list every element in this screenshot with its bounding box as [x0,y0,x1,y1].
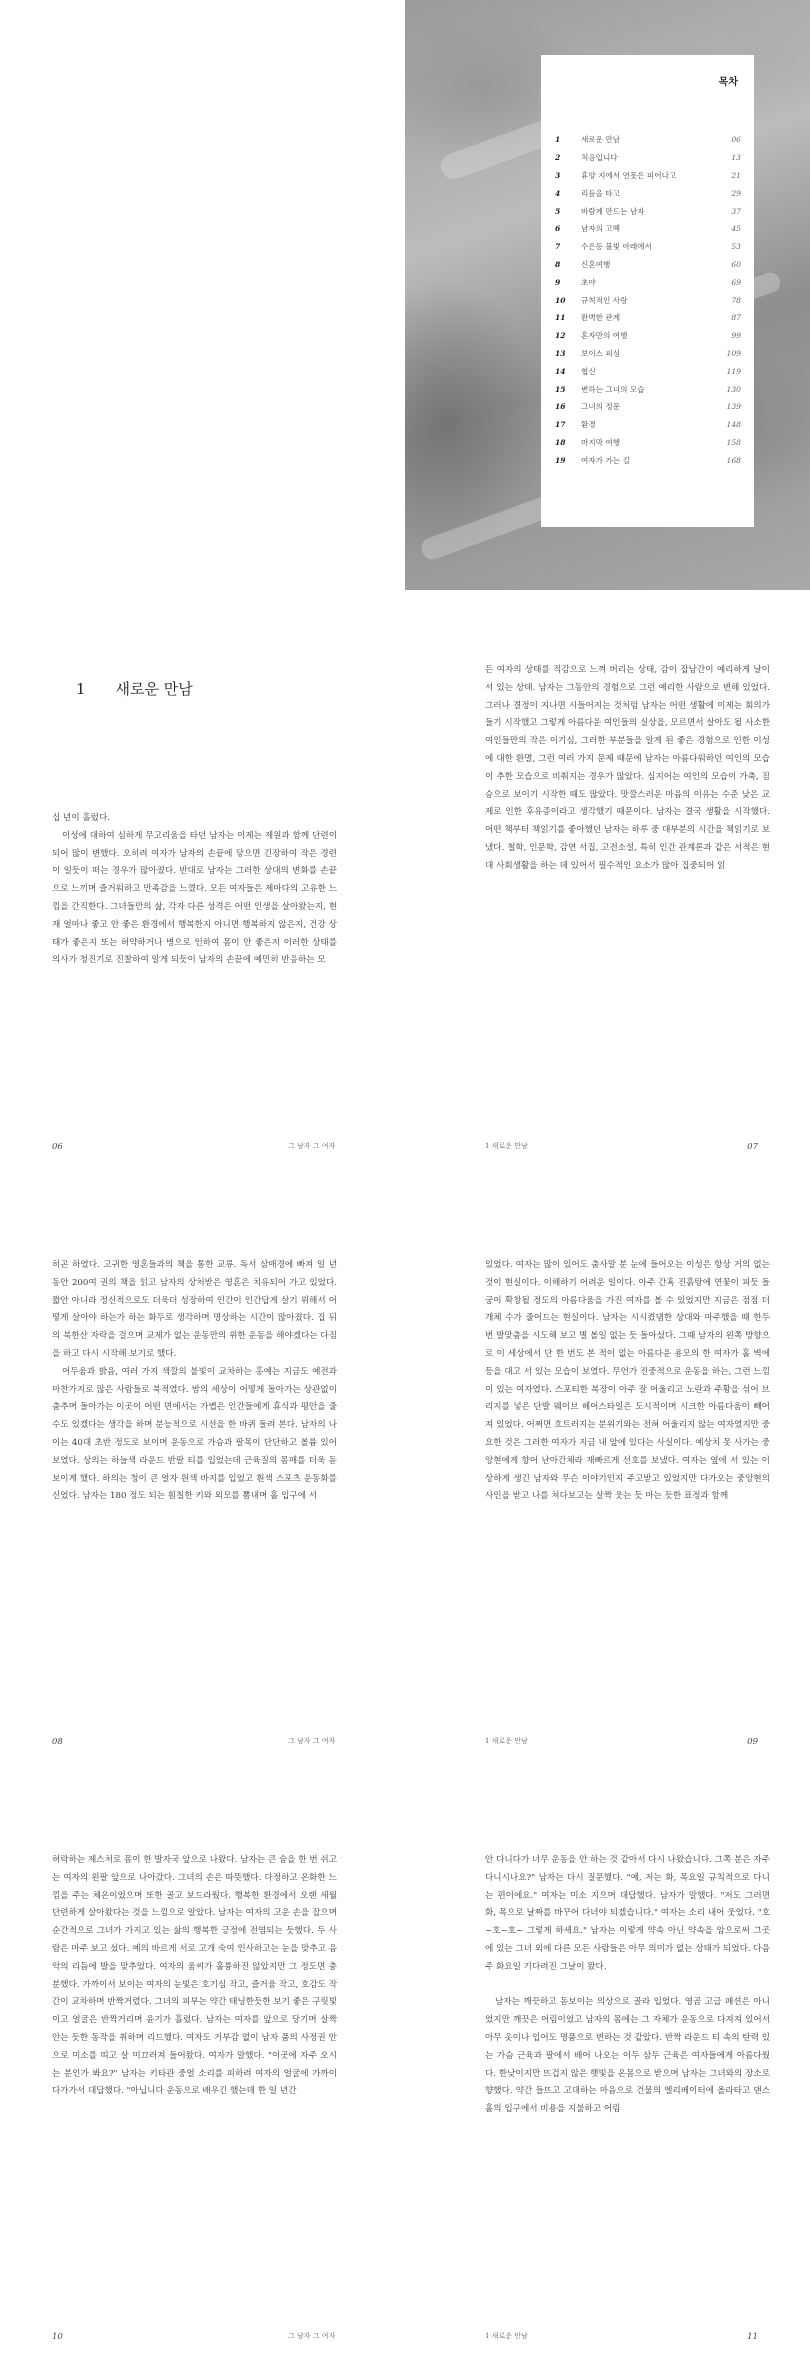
blank-page [0,0,405,590]
toc-item-number: 14 [555,366,566,376]
toc-item-page: 130 [726,384,741,394]
toc-item[interactable] [555,416,741,434]
paragraph: 이성에 대하여 심하게 무고리움을 타던 남자는 이제는 제원과 함께 단련이 되어 많이 변했다. 오히려 여자가 남자의 손끝에 닿으면 긴장하여 작은 경련이 일듯이 떠는 경우가 많아졌다. 반대로 남자는 그러한 상대의 변화를 손끝으로 느끼며 즐거워하고 만족감을 느꼈다. 모든 여자들은 제마다의 고유한 느낌을 간직한다. 그녀들만의 삶, 각자 다른 성격은 어떤 인생을 살아왔는지, 현재 얼마나 좋고 안 좋은 환경에서 행복한지 아니면 행복하지 않은지, 건강 상태가 좋은지 또는 허약하거나 병으로 인하여 몸이 안 좋은지 이러한 상태를 의사가 청진기로 진찰하여 알게 되듯이 남자의 손끝에 예민히 반응하는 모 [52,830,337,966]
toc-item[interactable] [555,184,741,202]
toc-item-label: 휴양 지에서 연못은 피어나고 [581,170,677,180]
toc-item-page: 13 [731,153,741,163]
page-number: 10 [52,2332,63,2342]
body-text [485,1257,770,1506]
toc-card [541,55,754,527]
toc-item-label: 새로운 만남 [581,135,621,145]
toc-item-number: 10 [555,295,566,305]
toc-item-page: 60 [731,259,741,269]
toc-page-background-art [405,0,810,590]
toc-item[interactable] [555,256,741,274]
toc-item-label: 처음입니다 [581,153,618,163]
page-number: 09 [747,1737,758,1747]
toc-item-page: 29 [731,188,741,198]
toc-item[interactable] [555,291,741,309]
body-text [52,810,337,970]
toc-item-number: 8 [555,259,561,269]
toc-item[interactable] [555,398,741,416]
running-footer: 그 남자 그 여자 [288,1737,336,1745]
toc-item-number: 12 [555,331,566,341]
toc-item-number: 1 [555,135,561,145]
body-text [485,662,770,876]
chapter-number: 1 [76,680,86,698]
toc-item[interactable] [555,345,741,363]
body-text [52,1852,337,2101]
toc-item[interactable] [555,451,741,469]
toc-item-page: 168 [726,455,741,465]
page-07 [405,600,810,1190]
page-number: 11 [747,2332,758,2342]
toc-item-label: 신혼여행 [581,259,611,269]
toc-item-page: 78 [731,295,741,305]
toc-item-number: 11 [555,313,566,323]
toc-item-page: 158 [726,437,741,447]
toc-item-label: 규칙적인 사랑 [581,295,628,305]
spread-4 [0,1790,810,2380]
toc-item-number: 7 [555,242,561,252]
toc-item-page: 99 [731,331,741,341]
toc-item-label: 변하는 그녀의 모습 [581,384,645,394]
running-footer: 1 새로운 만남 [485,1737,528,1745]
page-number: 08 [52,1737,63,1747]
toc-item-label: 리듬을 타고 [581,188,621,198]
toc-item[interactable] [555,238,741,256]
toc-item[interactable] [555,149,741,167]
page-06 [0,600,405,1190]
page-10 [0,1790,405,2380]
toc-item-page: 53 [731,242,741,252]
toc-item-label: 수은등 불빛 아래에서 [581,242,652,252]
spread-2 [0,600,810,1190]
toc-item-page: 69 [731,277,741,287]
toc-item[interactable] [555,131,741,149]
page-08 [0,1195,405,1785]
toc-item[interactable] [555,327,741,345]
spread-1 [0,0,810,590]
paragraph: 히곤 하였다. 고귀한 영혼들과의 책을 통한 교류. 독서 삼매경에 빠져 일 년 동안 200여 권의 책을 읽고 남자의 상처받은 영혼은 치유되어 가고 있었다. 짧안 아니라 정신적으로도 더욱더 성장하여 인간이 인간답게 살기 위해서 어떻게 살아야 하는가 하는 화두로 생각하며 명상하는 시간이 많아졌다. 집 뒤의 북한산 자락을 걸으며 교제가 없는 운동만의 위한 운동을 해야겠다는 다짐을 하고 다시 시작해 보기로 했다. [52,1260,337,1359]
paragraph: 십 년이 흘렀다. [52,813,111,823]
paragraph: 안 다니다가 너무 운동을 안 하는 것 같아서 다시 나왔습니다. 그쪽 분은 자주 다니시나요?" 남자는 다시 질문했다. "예, 저는 화, 목요일 규칙적으로 다니는 편이에요." 여자는 미소 지으며 대답했다. 남자가 말했다. "저도 그러면 화, 목으로 날짜를 바꾸어 다녀야 되겠습니다." 여자는 소리 내어 웃었다. "호~호~호~ 그렇게 하세요." 남자는 이렇게 약속 아닌 약속을 암으로써 그곳에 있는 그녀 외에 다른 모든 사람들은 아무 의미가 없는 상태가 되었다. 다음 주 화요일 기다려진 그날이 왔다. [485,1855,770,1972]
running-footer: 그 남자 그 여자 [288,2332,336,2340]
toc-item-number: 17 [555,420,566,430]
toc-item-page: 119 [726,366,741,376]
toc-item-page: 109 [726,348,741,358]
running-footer: 그 남자 그 여자 [288,1142,336,1150]
toc-item-page: 21 [731,170,741,180]
toc-item-label: 보이스 피싱 [581,348,621,358]
spread-3 [0,1195,810,1785]
toc-item[interactable] [555,380,741,398]
toc-item-page: 37 [731,206,741,216]
chapter-heading [76,678,193,699]
toc-item-label: 마지막 여행 [581,437,621,447]
toc-item[interactable] [555,309,741,327]
toc-title: 목차 [718,77,738,88]
toc-item-number: 16 [555,402,566,412]
toc-item-page: 45 [731,224,741,234]
running-footer: 1 새로운 만남 [485,1142,528,1150]
toc-item-number: 6 [555,224,561,234]
toc-item-page: 87 [731,313,741,323]
paragraph: 있었다. 여자는 많이 있어도 춤사말 분 눈에 들어오는 이성은 항상 거의 없는 것이 현실이다. 이해하기 어려운 일이다. 아주 간혹 진흙탕에 연꽃이 피듯 돌궁이 확창될 정도의 아름다움을 가진 여자를 볼 수 있었지만 지금은 점점 더 개체 수가 줄어드는 현실이다. 남자는 시시켰댐한 상대와 마주했을 때 한두 번 발맞춤을 시도해 보고 별 볼일 없는 듯 돌아섰다. 그때 남자의 왼쪽 방향으로 이 세상에서 단 한 번도 본 적이 없는 아름다운 용모의 한 여자가 홀 벽에 등을 대고 서 있는 모습이 보였다. 무언가 진중적으로 운동을 하는, 그런 느낌이 있는 여자였다. 스포티한 복장이 아주 잘 어울리고 노란과 주황을 섞어 브리지를 넣은 단발 웨이브 헤어스타일은 도시적이며 시크한 아름다움이 빼어져 있었다. 어쩌면 흐트러지는 분위기와는 전혀 어울리지 않는 여자였지만 중요한 것은 그러한 여자가 지금 내 앞에 있다는 사실이다. 예상치 못 사가는 중앙현에게 향어 난아간채라 재빠르게 선호를 보냈다. 여자는 옆에 서 있는 이상하게 생긴 남자와 무슨 이야기인지 주고받고 있었지만 다가오는 중앙현의 사인을 받고 나를 쳐다보고는 살짝 웃는 듯 마는 듯한 표정과 함께 [485,1260,770,1502]
paragraph: 남자는 깨끗하고 돋보이는 의상으로 골라 입었다. 영곰 고급 패션은 아니었지만 깨끗은 어림이었고 남자의 몸에는 그 자체가 운동으로 다져져 있어서 아무 옷이나 입어도 명품으로 변하는 것 같았다. 반짝 라운드 티 속의 탄력 있는 가슴 근육과 팔에서 배어 나오는 이두 삼두 근육은 여자들에게 아름다웠다. 한낮이지만 뜨겁지 않은 햇빛을 온몸으로 받으며 남자는 그녀와의 장소로 향했다. 약간 들뜨고 고대하는 마음으로 건물의 엘리베이터에 올라타고 댄스홀의 입구에서 비용을 지불하고 어림 [485,1997,770,2115]
toc-item-label: 여자가 가는 길 [581,455,630,465]
toc-item-label: 협신 [581,366,596,376]
toc-item-label: 완벽한 관계 [581,313,621,323]
toc-item-number: 9 [555,277,561,287]
toc-item-number: 4 [555,188,561,198]
toc-item-label: 초야 [581,277,596,287]
toc-item[interactable] [555,202,741,220]
page-11 [405,1790,810,2380]
toc-item-number: 3 [555,170,561,180]
toc-item-page: 06 [731,135,741,145]
toc-item-label: 그녀의 정문 [581,402,621,412]
toc-item[interactable] [555,434,741,452]
toc-item-number: 13 [555,348,566,358]
toc-list [555,131,741,469]
toc-item[interactable] [555,167,741,185]
toc-item-number: 2 [555,153,561,163]
toc-item-label: 혼자만의 여행 [581,331,628,341]
paragraph: 허락하는 제스처로 몸이 한 발자국 앞으로 나왔다. 남자는 큰 숨을 한 번 쉬고는 여자의 왼팔 앞으로 나아갔다. 그녀의 손은 따뜻했다. 다정하고 온화한 느낌을 주는 체온이었으며 또한 골고 보드라웠다. 행복한 환경에서 오랜 세월 단련하게 살아왔다는 것을 느낌으로 알았다. 남자는 여자의 고운 손을 잡으며 순간적으로 그녀가 가지고 있는 삶의 행복한 긍정에 전염되는 듯했다. 두 사람은 마주 보고 섰다. 예의 바르게 서로 고개 숙여 인사하고는 눈을 맞추고 음악의 리듬에 발을 맞추었다. 여자의 움씨가 훌륭하진 않았지만 그 정도면 충분했다. 가까이서 보이는 여자의 눈빛은 호기심 작고, 즐거움 작고, 호감도 작간이 교차하며 반짝거렸다. 그녀의 피부는 약간 태닝한듯한 보기 좋은 구릿빛이고 얼굴은 반짝거리며 윤기가 흘렀다. 남자는 여자를 앞으로 당기며 살짝 안는 듯한 동작을 취하며 리드했다. 여자도 거부감 없이 남자 품의 사정권 안으로 미소를 띠고 살 미끄러져 들어왔다. 여자가 말했다. "이곳에 자주 오시는 분인가 봐요?" 남자는 키타관 중얼 소리를 피하려 여자의 얼굴에 가까이 다가가서 대답했다. "아닙니다 운동으로 배우긴 했는데 한 일 년간 [52,1855,337,2097]
toc-item-number: 19 [555,455,566,465]
toc-item-page: 148 [726,420,741,430]
page-number: 07 [747,1142,758,1152]
page-09 [405,1195,810,1785]
toc-item-label: 바람계 만드는 남자 [581,206,645,216]
toc-item[interactable] [555,220,741,238]
running-footer: 1 새로운 만남 [485,2332,528,2340]
paragraph: 어두움과 밝음, 여러 가지 색깔의 불빛이 교차하는 홍예는 지금도 예전과 마찬가지로 많은 사람들로 북적였다. 밤의 세상이 어떻게 돌아가는 상관없이 춤추며 돌아가는 이곳이 어떤 면에서는 가볍은 인간들에게 휴식과 평안을 줄 수도 있겠다는 생각을 하며 분능적으로 시선을 한 바퀴 돌려 본다. 남자의 나이는 40대 초반 정도로 보이며 운동으로 가슴과 팔목이 단단하고 볼륨 있어 보였다. 상의는 하늘색 라운드 반팔 티를 입었는데 근육질의 몸매를 더욱 돋보이게 했다. 하의는 청이 큰 얼자 원색 바지를 입었고 흰색 스포츠 운동화를 신었다. 남자는 180 정도 되는 훤칠한 키와 외모를 뽐내며 홀 입구에 서 [52,1366,337,1502]
toc-item-number: 15 [555,384,566,394]
paragraph: 든 여자의 상태를 직감으로 느껴 버리는 상태, 감이 잡남간이 예리하게 날이 서 있는 상태. 남자는 그동안의 경험으로 그런 예리한 사람으로 변해 있었다. 그러나 결정이 지나면 시들어지는 것처럼 남자는 어떤 생활에 이제는 회의가 들기 시작했고 그렇게 아름다운 여인들의 실상을, 모르면서 살아도 될 사소한 여인들만의 작은 이기심, 그러한 부분들을 알게 된 좋은 경험으로 인한 이성에 대한 환멸, 그런 여러 가지 문제 때문에 남자는 아름다워하던 여인의 모습이 추한 모습으로 비춰지는 경우가 많았다. 심지어는 여인의 모습이 가축, 짐승으로 보이기 시작한 때도 많았다. 맛깔스러운 마음의 이유는 수준 낮은 교제로 인한 후유증이라고 생각했기 때문이다. 남자는 결국 생활을 시작했다. 어떤 책부터 책읽기를 좋아했던 남자는 하루 중 대부분의 시간을 책읽기로 보냈다. 철학, 인문학, 감연 서집, 고전소설, 특히 인간 관계론과 같은 서적은 현대 사회생활을 하는 데 있어서 필수적인 요소가 많아 집중되어 읽 [485,665,770,871]
body-text [485,1852,770,2119]
toc-item-label: 환경 [581,420,596,430]
toc-item-label: 남자의 고백 [581,224,621,234]
page-number: 06 [52,1142,63,1152]
chapter-title: 새로운 만남 [115,680,193,698]
toc-item-number: 18 [555,437,566,447]
toc-item[interactable] [555,362,741,380]
toc-item-page: 139 [726,402,741,412]
body-text [52,1257,337,1506]
toc-item[interactable] [555,273,741,291]
toc-item-number: 5 [555,206,561,216]
